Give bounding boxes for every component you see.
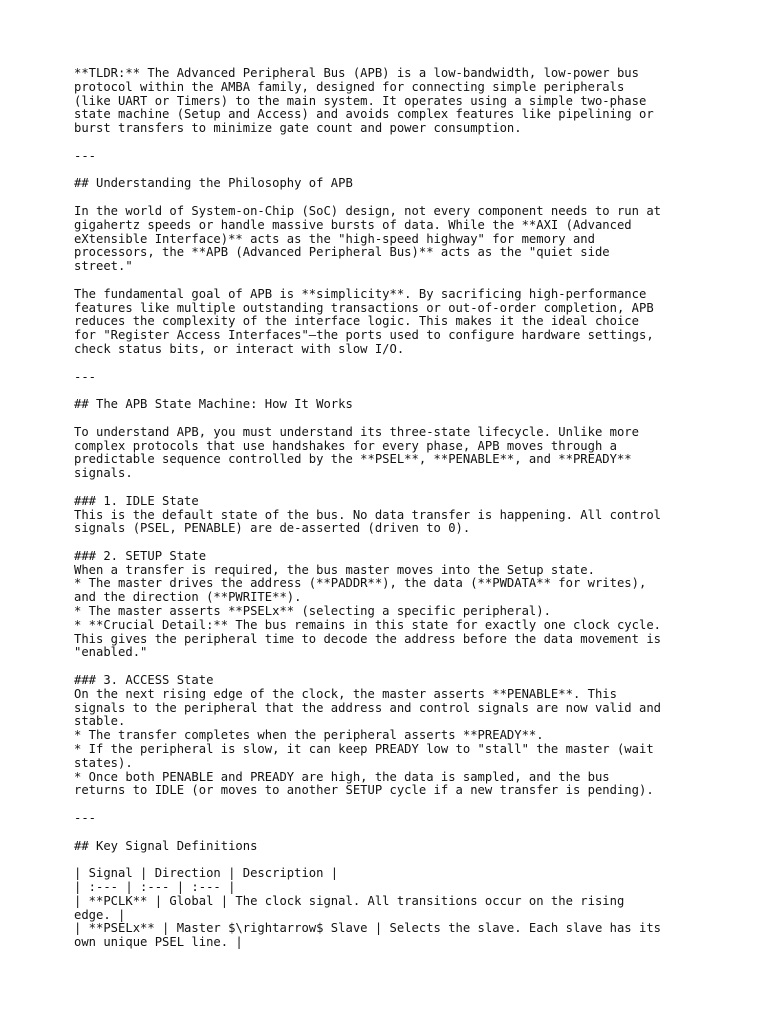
text-line: signals to the peripheral that the address and control signals are now valid and [74, 700, 661, 715]
text-line: ## The APB State Machine: How It Works [74, 397, 353, 412]
subsection-heading: ### 3. ACCESS State [74, 673, 214, 688]
text-line: burst transfers to minimize gate count and power consumption. [74, 121, 522, 136]
text-line: complex protocols that use handshakes for every phase, APB moves through a [74, 438, 617, 453]
document-page [74, 67, 714, 964]
text-line: signals. [74, 466, 133, 481]
text-line: --- [74, 369, 97, 384]
table-header-row: | Signal | Direction | Description | [74, 866, 339, 881]
section-heading [74, 177, 714, 191]
text-line: for "Register Access Interfaces"—the ports used to configure hardware settings, [74, 328, 654, 343]
text-line: --- [74, 811, 97, 826]
table-row: own unique PSEL line. | [74, 935, 243, 950]
text-line: When a transfer is required, the bus master moves into the Setup state. [74, 562, 595, 577]
text-line: This gives the peripheral time to decode the address before the data movement is [74, 631, 661, 646]
text-line: The fundamental goal of APB is **simplicity**. By sacrificing high-performance [74, 286, 647, 301]
access-state-section [74, 674, 714, 798]
text-line: check status bits, or interact with slow I/O. [74, 341, 405, 356]
section-heading [74, 840, 714, 854]
section-heading [74, 398, 714, 412]
text-line: On the next rising edge of the clock, the master asserts **PENABLE**. This [74, 686, 617, 701]
text-line: eXtensible Interface)** acts as the "high-speed highway" for memory and [74, 231, 595, 246]
text-line: "enabled." [74, 645, 148, 660]
text-line: and the direction (**PWRITE**). [74, 590, 302, 605]
bullet-line: * **Crucial Detail:** The bus remains in this state for exactly one clock cycle. [74, 617, 661, 632]
idle-state-section [74, 495, 714, 536]
tldr-paragraph [74, 67, 714, 136]
text-line: signals (PSEL, PENABLE) are de-asserted (driven to 0). [74, 521, 471, 536]
text-line: **TLDR:** The Advanced Peripheral Bus (APB) is a low-bandwidth, low-power bus [74, 66, 639, 80]
simplicity-paragraph [74, 288, 714, 357]
text-line: gigahertz speeds or handle massive bursts of data. While the **AXI (Advanced [74, 217, 632, 232]
text-line: predictable sequence controlled by the **PSEL**, **PENABLE**, and **PREADY** [74, 452, 632, 467]
text-line: protocol within the AMBA family, designed for connecting simple peripherals [74, 79, 625, 94]
text-line: street." [74, 259, 133, 274]
text-line: (like UART or Timers) to the main system. It operates using a simple two-phase [74, 93, 647, 108]
text-line: features like multiple outstanding transactions or out-of-order completion, APB [74, 300, 654, 315]
text-line: This is the default state of the bus. No data transfer is happening. All control [74, 507, 661, 522]
subsection-heading: ### 1. IDLE State [74, 493, 199, 508]
text-line: state machine (Setup and Access) and avoids complex features like pipelining or [74, 107, 654, 122]
text-line: To understand APB, you must understand its three-state lifecycle. Unlike more [74, 424, 639, 439]
text-line: reduces the complexity of the interface logic. This makes it the ideal choice [74, 314, 639, 329]
text-line: stable. [74, 714, 126, 729]
table-row: | **PSELx** | Master $\rightarrow$ Slave | Selects the slave. Each slave has its [74, 921, 661, 936]
state-machine-intro-paragraph [74, 426, 714, 481]
horizontal-rule [74, 150, 714, 164]
bullet-line: * If the peripheral is slow, it can keep PREADY low to "stall" the master (wait [74, 742, 654, 757]
text-line: --- [74, 148, 97, 163]
text-line: ## Key Signal Definitions [74, 838, 258, 853]
text-line: returns to IDLE (or moves to another SETUP cycle if a new transfer is pending). [74, 783, 654, 798]
text-line: processors, the **APB (Advanced Peripheral Bus)** acts as the "quiet side [74, 245, 610, 260]
philosophy-paragraph [74, 205, 714, 274]
text-line: ## Understanding the Philosophy of APB [74, 176, 353, 191]
horizontal-rule [74, 812, 714, 826]
table-separator-row: | :--- | :--- | :--- | [74, 880, 236, 895]
bullet-line: * The transfer completes when the peripheral asserts **PREADY**. [74, 728, 544, 743]
table-row: | **PCLK** | Global | The clock signal. All transitions occur on the rising [74, 893, 625, 908]
signal-table [74, 867, 714, 950]
horizontal-rule [74, 371, 714, 385]
bullet-line: * The master drives the address (**PADDR**), the data (**PWDATA** for writes), [74, 576, 647, 591]
subsection-heading: ### 2. SETUP State [74, 548, 207, 563]
text-line: states). [74, 755, 133, 770]
table-row: edge. | [74, 907, 126, 922]
text-line: In the world of System-on-Chip (SoC) design, not every component needs to run at [74, 203, 661, 218]
setup-state-section [74, 550, 714, 660]
bullet-line: * Once both PENABLE and PREADY are high, the data is sampled, and the bus [74, 769, 610, 784]
bullet-line: * The master asserts **PSELx** (selecting a specific peripheral). [74, 604, 551, 619]
